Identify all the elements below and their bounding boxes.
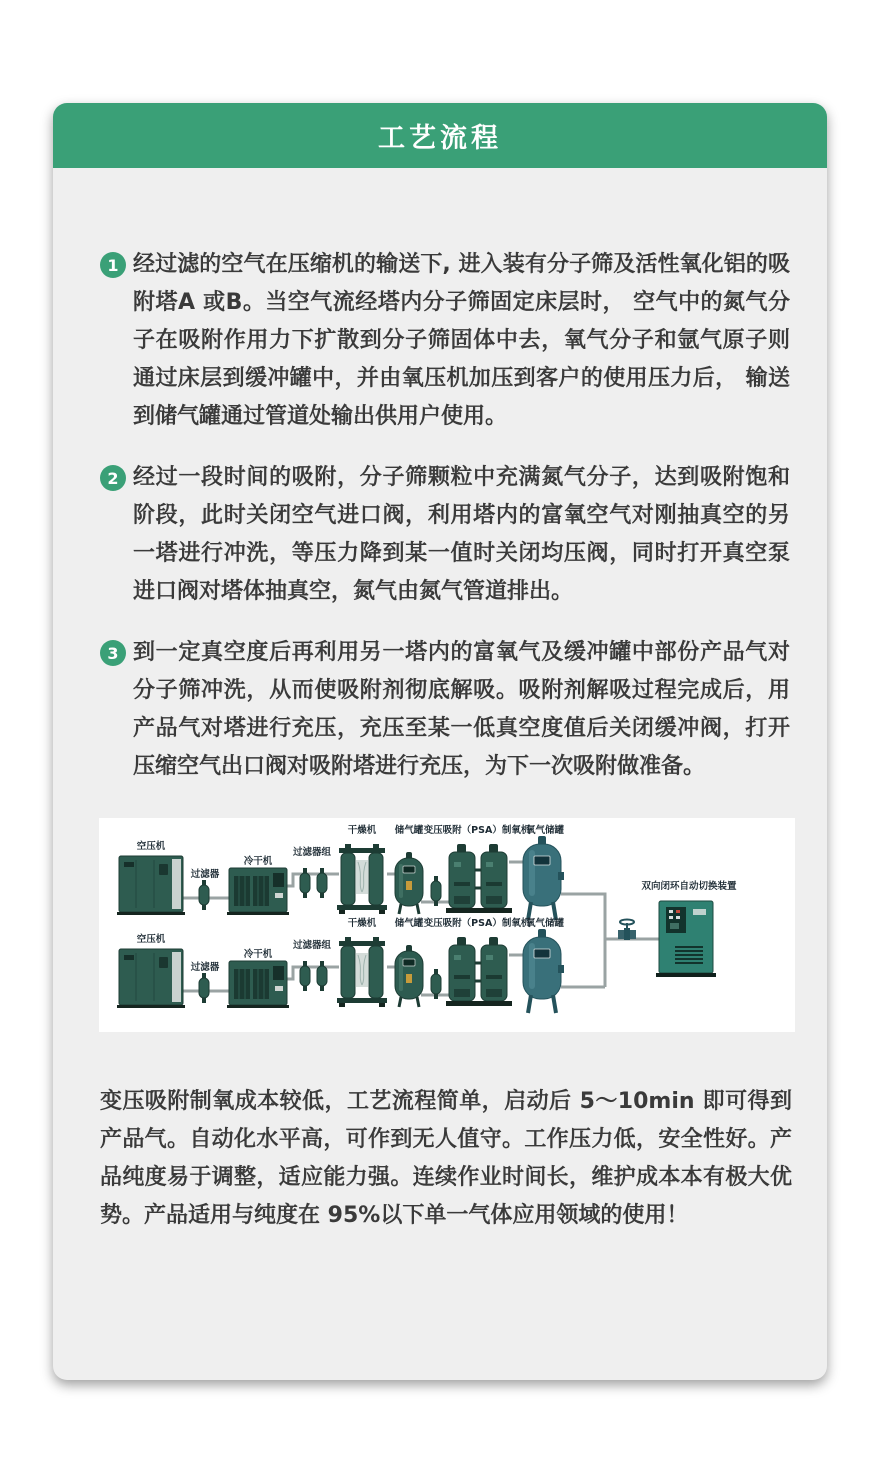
label-oxygen-tank: 氧气储罐 xyxy=(525,825,565,836)
step-number-badge: 2 xyxy=(100,465,126,491)
air-tank-bottom xyxy=(395,945,423,1007)
label-compressor: 空压机 xyxy=(136,934,166,945)
process-flow-card xyxy=(53,103,827,1380)
label-filter: 过滤器 xyxy=(190,869,220,880)
label-dryer: 干燥机 xyxy=(347,918,377,929)
air-compressor-bottom xyxy=(117,949,185,1008)
card-header xyxy=(53,103,827,168)
flow-diagram-svg xyxy=(99,818,795,1032)
label-psa: 变压吸附（PSA）制氧机 xyxy=(423,918,531,929)
step-text: 经过滤的空气在压缩机的输送下, 进入装有分子筛及活性氧化铝的吸附塔A 或B。当空气流经塔内分子筛固定床层时， 空气中的氮气分子在吸附作用力下扩散到分子筛固体中去，氧气分子和氩气原子则通过床层到缓冲罐中，并由氧压机加压到客户的使用压力后， 输送到储气罐通过管道处输出供用户使用。 xyxy=(133,252,790,429)
label-air-tank: 储气罐 xyxy=(394,825,424,836)
label-psa: 变压吸附（PSA）制氧机 xyxy=(423,825,531,836)
label-filter-group: 过滤器组 xyxy=(292,940,332,951)
card-body xyxy=(53,168,827,1235)
process-step-2 xyxy=(100,459,790,611)
process-flow-diagram xyxy=(99,818,795,1032)
page-title: 工艺流程 xyxy=(378,123,502,154)
label-filter: 过滤器 xyxy=(190,962,220,973)
label-compressor: 空压机 xyxy=(136,841,166,852)
step-text: 到一定真空度后再利用另一塔内的富氧气及缓冲罐中部份产品气对分子筛冲洗，从而使吸附剂彻底解吸。吸附剂解吸过程完成后，用产品气对塔进行充压，充压至某一低真空度值后关闭缓冲阀，打开压缩空气出口阀对吸附塔进行充压，为下一次吸附做准备。 xyxy=(133,640,790,779)
label-cold-dryer: 冷干机 xyxy=(243,856,273,867)
oxygen-tank-bottom xyxy=(523,929,564,1013)
step-number-badge: 3 xyxy=(100,640,126,666)
filter-bottom xyxy=(199,973,209,1003)
process-step-3 xyxy=(100,634,790,786)
label-switching-device: 双向闭环自动切换装置 xyxy=(641,881,737,892)
oxygen-tank-top xyxy=(523,836,564,920)
desiccant-dryer-bottom xyxy=(337,937,387,1007)
label-filter-group: 过滤器组 xyxy=(292,847,332,858)
step-number-badge: 1 xyxy=(100,252,126,278)
desiccant-dryer-top xyxy=(337,844,387,914)
psa-generator-bottom xyxy=(446,937,512,1006)
cold-dryer-top xyxy=(227,868,289,915)
psa-generator-top xyxy=(446,844,512,913)
label-cold-dryer: 冷干机 xyxy=(243,949,273,960)
label-oxygen-tank: 氧气储罐 xyxy=(525,918,565,929)
air-compressor-top xyxy=(117,856,185,915)
step-text: 经过一段时间的吸附，分子筛颗粒中充满氮气分子，达到吸附饱和阶段，此时关闭空气进口阀，利用塔内的富氧空气对刚抽真空的另一塔进行冲洗，等压力降到某一值时关闭均压阀，同时打开真空泵进口阀对塔体抽真空，氮气由氮气管道排出。 xyxy=(133,465,790,604)
filter-top xyxy=(199,880,209,910)
summary-paragraph: 变压吸附制氧成本较低，工艺流程简单，启动后 5～10min 即可得到产品气。自动化水平高，可作到无人值守。工作压力低，安全性好。产品纯度易于调整，适应能力强。连续作业时间长，维护成本本有极大优势。产品适用与纯度在 95%以下单一气体应用领域的使用！ xyxy=(100,1089,792,1228)
air-tank-top xyxy=(395,852,423,914)
process-step-1 xyxy=(100,246,790,436)
label-air-tank: 储气罐 xyxy=(394,918,424,929)
switching-device xyxy=(656,901,716,977)
label-dryer: 干燥机 xyxy=(347,825,377,836)
valve-icon xyxy=(618,920,636,941)
cold-dryer-bottom xyxy=(227,961,289,1008)
